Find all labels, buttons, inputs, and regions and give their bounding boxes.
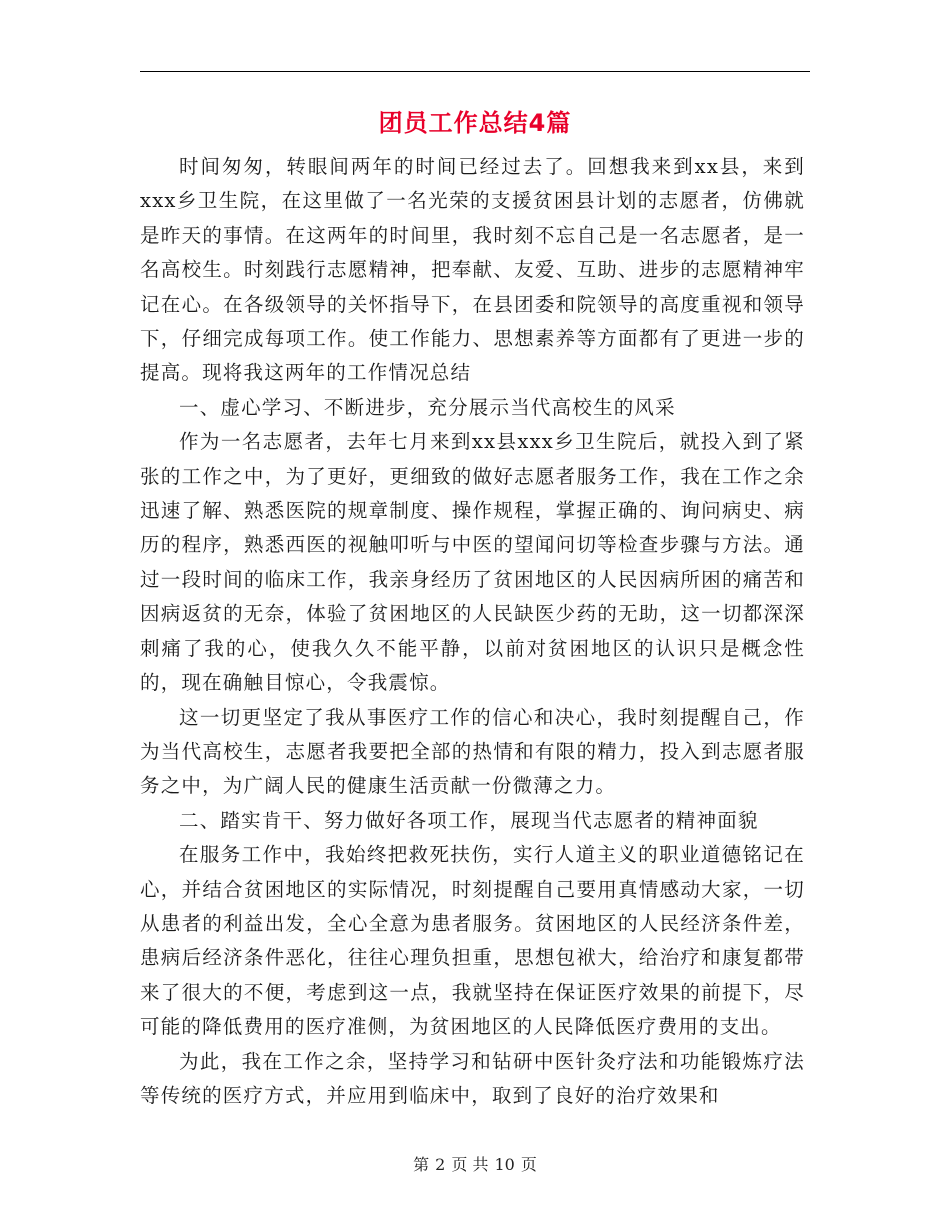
footer-prefix: 第 bbox=[413, 1155, 430, 1174]
page-footer bbox=[0, 1153, 950, 1177]
paragraph-intro: 时间匆匆，转眼间两年的时间已经过去了。回想我来到xx县，来到xxx乡卫生院，在这里做了一名光荣的支援贫困县计划的志愿者，仿佛就是昨天的事情。在这两年的时间里，我时刻不忘自己是一名志愿者，是一名高校生。时刻践行志愿精神，把奉献、友爱、互助、进步的志愿精神牢记在心。在各级领导的关怀指导下，在县团委和院领导的高度重视和领导下，仔细完成每项工作。使工作能力、思想素养等方面都有了更进一步的提高。现将我这两年的工作情况总结 bbox=[140, 155, 805, 385]
footer-middle: 页 共 bbox=[451, 1155, 489, 1174]
paragraph-section-2a: 在服务工作中，我始终把救死扶伤，实行人道主义的职业道德铭记在心，并结合贫困地区的实际情况，时刻提醒自己要用真情感动大家，一切从患者的利益出发，全心全意为患者服务。贫困地区的人民经济条件差，患病后经济条件恶化，往往心理负担重，思想包袱大，给治疗和康复都带来了很大的不便，考虑到这一点，我就坚持在保证医疗效果的前提下，尽可能的降低费用的医疗准侧，为贫困地区的人民降低医疗费用的支出。 bbox=[140, 843, 805, 1039]
document-title: 团员工作总结4篇 bbox=[378, 109, 572, 137]
header-rule bbox=[140, 71, 810, 72]
footer-current-page: 2 bbox=[435, 1155, 446, 1174]
footer-total-pages: 10 bbox=[494, 1155, 515, 1174]
paragraph-section-1a: 作为一名志愿者，去年七月来到xx县xxx乡卫生院后，就投入到了紧张的工作之中，为了更好，更细致的做好志愿者服务工作，我在工作之余迅速了解、熟悉医院的规章制度、操作规程，掌握正确的、询问病史、病历的程序，熟悉西医的视触叩听与中医的望闻问切等检查步骤与方法。通过一段时间的临床工作，我亲身经历了贫困地区的人民因病所困的痛苦和因病返贫的无奈，体验了贫困地区的人民缺医少药的无助，这一切都深深刺痛了我的心，使我久久不能平静，以前对贫困地区的认识只是概念性的，现在确触目惊心，令我震惊。 bbox=[140, 430, 805, 695]
document-body bbox=[140, 150, 805, 1113]
paragraph-section-2b: 为此，我在工作之余，坚持学习和钻研中医针灸疗法和功能锻炼疗法等传统的医疗方式，并应用到临床中，取到了良好的治疗效果和 bbox=[140, 1049, 805, 1107]
section-heading-1: 一、虚心学习、不断进步，充分展示当代高校生的风采 bbox=[179, 395, 676, 419]
paragraph-section-1b: 这一切更坚定了我从事医疗工作的信心和决心，我时刻提醒自己，作为当代高校生，志愿者我要把全部的热情和有限的精力，投入到志愿者服务之中，为广阔人民的健康生活贡献一份微薄之力。 bbox=[140, 705, 805, 798]
footer-suffix: 页 bbox=[520, 1155, 537, 1174]
section-heading-2: 二、踏实肯干、努力做好各项工作，展现当代志愿者的精神面貌 bbox=[179, 808, 759, 832]
